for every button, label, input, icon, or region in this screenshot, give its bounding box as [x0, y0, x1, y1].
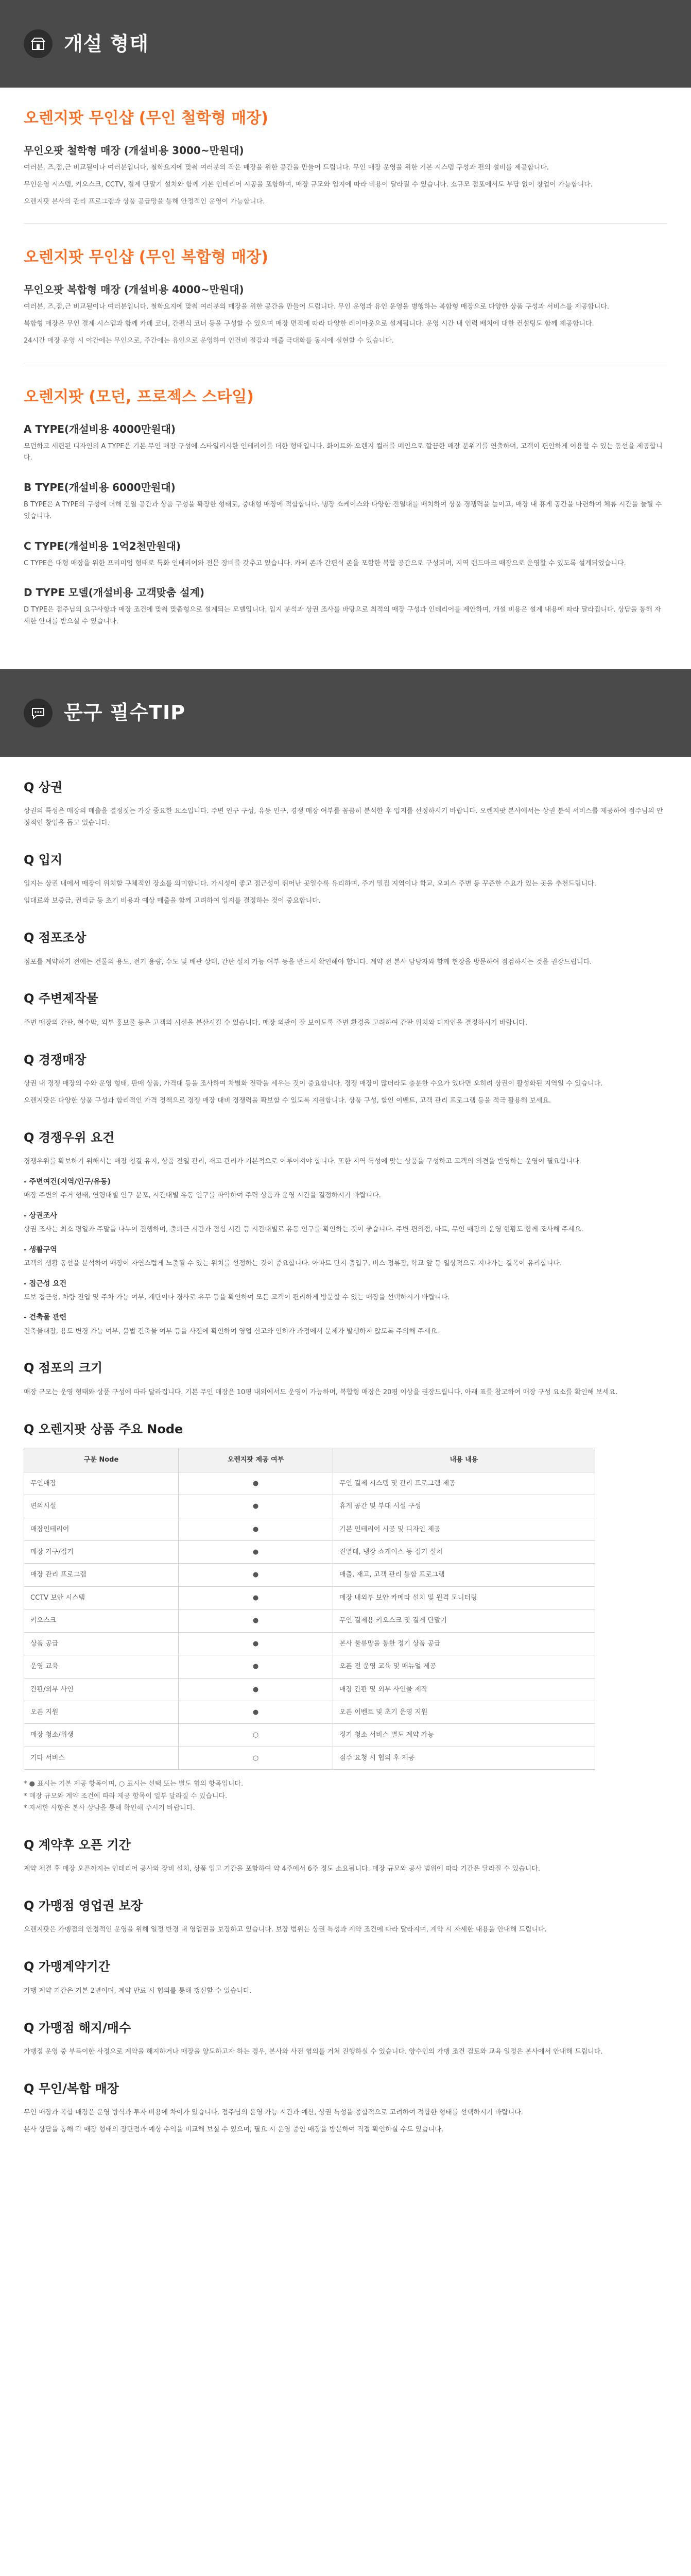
table-cell: 기본 인테리어 시공 및 디자인 제공 [333, 1518, 595, 1540]
table-cell: ○ [179, 1747, 333, 1769]
tip-subheading: - 상권조사 [24, 1211, 57, 1220]
paragraph: 본사 상담을 통해 각 매장 형태의 장단점과 예상 수익을 비교해 보실 수 있으며, 필요 시 운영 중인 매장을 방문하여 직접 확인하실 수도 있습니다. [24, 2126, 443, 2134]
table-row [24, 1632, 595, 1655]
table-cell: ● [179, 1632, 333, 1655]
table-row [24, 1724, 595, 1747]
table-cell: 매장 가구/집기 [24, 1540, 179, 1563]
tip-heading: Q 점포조상 [24, 930, 87, 945]
table-row [24, 1678, 595, 1701]
b-type-block [24, 480, 667, 523]
heading-unmanned-complex: 오렌지팟 무인샵 (무인 복합형 매장) [24, 248, 268, 267]
table-row [24, 1518, 595, 1540]
paragraph: 모던하고 세련된 디자인의 A TYPE은 기본 무인 매장 구성에 스타일리시한 인테리어를 더한 형태입니다. 화이트와 오렌지 컬러를 메인으로 깔끔한 매장 분위기를 연출하며, 고객이 편안하게 이용할 수 있는 동선을 제공합니다. [24, 442, 663, 462]
table-cell: 운영 교육 [24, 1655, 179, 1678]
open-type-content [0, 88, 691, 669]
paragraph: 주변 매장의 간판, 현수막, 외부 홍보물 등은 고객의 시선을 분산시킬 수 있습니다. 매장 외관이 잘 보이도록 주변 환경을 고려하여 간판 위치와 디자인을 결정하시기 바랍니다. [24, 1019, 528, 1027]
table-row [24, 1586, 595, 1609]
paragraph: 고객의 생활 동선을 분석하여 매장이 자연스럽게 노출될 수 있는 위치를 선정하는 것이 중요합니다. 아파트 단지 출입구, 버스 정류장, 학교 앞 등 일상적으로 지나가는 길목이 유리합니다. [24, 1259, 562, 1267]
paragraph: D TYPE은 점주님의 요구사항과 매장 조건에 맞춰 맞춤형으로 설계되는 모델입니다. 입지 분석과 상권 조사를 바탕으로 최적의 매장 구성과 인테리어를 제안하며, 개설 비용은 설계 내용에 따라 달라집니다. 상담을 통해 자세한 안내를 받으실 수 있습니다. [24, 606, 661, 625]
tip-heading: Q 가맹점 영업권 보장 [24, 1898, 143, 1913]
paragraph: 임대료와 보증금, 권리금 등 초기 비용과 예상 매출을 함께 고려하여 입지를 결정하는 것이 중요합니다. [24, 897, 321, 905]
table-notes [24, 1778, 667, 1814]
heading-unmanned-philosophy: 오렌지팟 무인샵 (무인 철학형 매장) [24, 109, 268, 127]
table-cell: 편의시설 [24, 1495, 179, 1518]
paragraph: 건축물대장, 용도 변경 가능 여부, 불법 건축물 여부 등을 사전에 확인하여 영업 신고와 인허가 과정에서 문제가 발생하지 않도록 주의해 주세요. [24, 1327, 439, 1335]
table-cell: 무인 결제 시스템 및 관리 프로그램 제공 [333, 1472, 595, 1495]
section-title: 개설 형태 [64, 32, 149, 55]
sub-heading: 무인오팟 철학형 매장 (개설비용 3000~만원대) [24, 144, 244, 157]
table-cell: 오픈 전 운영 교육 및 매뉴얼 제공 [333, 1655, 595, 1678]
table-cell: 매출, 재고, 고객 관리 통합 프로그램 [333, 1564, 595, 1586]
tip-heading: Q 가맹계약기간 [24, 1959, 110, 1974]
tip-subheading: - 건축물 관련 [24, 1313, 67, 1322]
tip-heading: Q 경쟁매장 [24, 1052, 87, 1067]
sub-heading: D TYPE 모델(개설비용 고객맞춤 설계) [24, 586, 205, 599]
note-line: * ● 표시는 기본 제공 항목이며, ○ 표시는 선택 또는 별도 협의 항목입니다. [24, 1780, 244, 1788]
paragraph: 경쟁우위를 확보하기 위해서는 매장 청결 유지, 상품 진열 관리, 재고 관리가 기본적으로 이루어져야 합니다. 또한 지역 특성에 맞는 상품을 구성하고 고객의 의견을 반영하는 운영이 필요합니다. [24, 1158, 581, 1166]
paragraph: 점포를 계약하기 전에는 건물의 용도, 전기 용량, 수도 및 배관 상태, 간판 설치 가능 여부 등을 반드시 확인해야 합니다. 계약 전 본사 담당자와 함께 현장을 방문하여 점검하시는 것을 권장드립니다. [24, 958, 592, 966]
table-row [24, 1655, 595, 1678]
sub-heading: C TYPE(개설비용 1억2천만원대) [24, 539, 181, 552]
table-row [24, 1701, 595, 1724]
table-cell: 오픈 지원 [24, 1701, 179, 1724]
table-cell: ● [179, 1495, 333, 1518]
table-cell: ● [179, 1586, 333, 1609]
table-cell: 매장 내외부 보안 카메라 설치 및 원격 모니터링 [333, 1586, 595, 1609]
paragraph: 복합형 매장은 무인 결제 시스템과 함께 카페 코너, 간편식 코너 등을 구성할 수 있으며 매장 면적에 따라 다양한 레이아웃으로 설계됩니다. 운영 시간 내 인력 배치에 대한 컨설팅도 함께 제공합니다. [24, 320, 594, 328]
paragraph: 오렌지팟은 가맹점의 안정적인 운영을 위해 일정 반경 내 영업권을 보장하고 있습니다. 보장 범위는 상권 특성과 계약 조건에 따라 달라지며, 계약 시 자세한 내용을 안내해 드립니다. [24, 1926, 547, 1934]
paragraph: C TYPE은 대형 매장을 위한 프리미엄 형태로 특화 인테리어와 전문 장비를 갖추고 있습니다. 카페 존과 간편식 존을 포함한 복합 공간으로 구성되며, 지역 랜드마크 매장으로 운영할 수 있도록 설계되었습니다. [24, 559, 626, 567]
paragraph: 상권의 특성은 매장의 매출을 결정짓는 가장 중요한 요소입니다. 주변 인구 구성, 유동 인구, 경쟁 매장 여부를 꼼꼼히 분석한 후 입지를 선정하시기 바랍니다. 오렌지팟 본사에서는 상권 분석 서비스를 제공하여 점주님의 안정적인 창업을 돕고 있습니다. [24, 807, 663, 827]
node-table [24, 1448, 595, 1770]
type-a-block [24, 143, 667, 208]
table-cell: 휴게 공간 및 부대 시설 구성 [333, 1495, 595, 1518]
section-title: 문구 필수TIP [64, 701, 185, 724]
type-b-block [24, 282, 667, 347]
table-cell: 간판/외부 사인 [24, 1678, 179, 1701]
paragraph: 여러분, 즈,점,근 비교될이나 여러분입니다. 철학요지에 맞춰 여러분의 작은 매장을 위한 공간을 만들어 드립니다. 무인 매장 운영을 위한 기본 시스템 구성과 편의 설비를 제공합니다. [24, 164, 549, 172]
heading-modern-style: 오렌지팟 (모던, 프로젝스 스타일) [24, 387, 254, 406]
sub-heading: 무인오팟 복합형 매장 (개설비용 4000~만원대) [24, 283, 244, 296]
table-cell: 매장인테리어 [24, 1518, 179, 1540]
tip-heading: Q 오렌지팟 상품 주요 Node [24, 1421, 183, 1436]
table-row [24, 1540, 595, 1563]
column-header: 오렌지팟 제공 여부 [179, 1448, 333, 1472]
tip-heading: Q 입지 [24, 852, 63, 867]
table-cell: 무인 결제용 키오스크 및 결제 단말기 [333, 1609, 595, 1632]
paragraph: 매장 규모는 운영 형태와 상품 구성에 따라 달라집니다. 기본 무인 매장은 10평 내외에서도 운영이 가능하며, 복합형 매장은 20평 이상을 권장드립니다. 아래 표를 참고하여 매장 구성 요소를 확인해 보세요. [24, 1388, 618, 1396]
table-cell: ○ [179, 1724, 333, 1747]
table-cell: CCTV 보안 시스템 [24, 1586, 179, 1609]
d-type-block [24, 585, 667, 628]
table-cell: 오픈 이벤트 및 초기 운영 지원 [333, 1701, 595, 1724]
table-header-row [24, 1448, 595, 1472]
table-cell: ● [179, 1540, 333, 1563]
paragraph: 도보 접근성, 차량 진입 및 주차 가능 여부, 계단이나 경사로 유무 등을 확인하여 모든 고객이 편리하게 방문할 수 있는 매장을 선택하시기 바랍니다. [24, 1293, 450, 1301]
column-header: 구분 Node [24, 1448, 179, 1472]
column-header: 내용 내용 [333, 1448, 595, 1472]
table-cell: ● [179, 1678, 333, 1701]
paragraph: 매장 주변의 주거 형태, 연령대별 인구 분포, 시간대별 유동 인구를 파악하여 주력 상품과 운영 시간을 결정하시기 바랍니다. [24, 1192, 381, 1200]
table-cell: 진열대, 냉장 쇼케이스 등 집기 설치 [333, 1540, 595, 1563]
tip-heading: Q 무인/복합 매장 [24, 2081, 119, 2096]
table-row [24, 1564, 595, 1586]
paragraph: 24시간 매장 운영 시 야간에는 무인으로, 주간에는 유인으로 운영하여 인건비 절감과 매출 극대화를 동시에 실현할 수 있습니다. [24, 336, 394, 345]
section-header-tips [0, 669, 691, 757]
c-type-block [24, 538, 667, 570]
a-type-block [24, 421, 667, 465]
paragraph: 오렌지팟 본사의 관리 프로그램과 상품 공급망을 통해 안정적인 운영이 가능합니다. [24, 197, 265, 206]
table-cell: 기타 서비스 [24, 1747, 179, 1769]
table-cell: 매장 간판 및 외부 사인물 제작 [333, 1678, 595, 1701]
table-cell: 본사 물류망을 통한 정기 상품 공급 [333, 1632, 595, 1655]
paragraph: B TYPE은 A TYPE의 구성에 더해 진열 공간과 상품 구성을 확장한 형태로, 중대형 매장에 적합합니다. 냉장 쇼케이스와 다양한 진열대를 배치하여 상품 경쟁력을 높이고, 매장 내 휴게 공간을 마련하여 체류 시간을 늘릴 수 있습니다. [24, 501, 662, 520]
sub-heading: B TYPE(개설비용 6000만원대) [24, 481, 176, 494]
paragraph: 상권 조사는 최소 평일과 주말을 나누어 진행하며, 출퇴근 시간과 점심 시간 등 시간대별로 유동 인구를 확인하는 것이 좋습니다. 주변 편의점, 마트, 무인 매장의 운영 현황도 함께 조사해 주세요. [24, 1226, 583, 1233]
paragraph: 무인운영 시스템, 키오스크, CCTV, 결제 단말기 설치와 함께 기본 인테리어 시공을 포함하며, 매장 규모와 입지에 따라 비용이 달라질 수 있습니다. 소규모 점포에서도 부담 없이 창업이 가능합니다. [24, 180, 593, 189]
tip-heading: Q 상권 [24, 779, 63, 794]
table-cell: 상품 공급 [24, 1632, 179, 1655]
table-cell: 무인매장 [24, 1472, 179, 1495]
paragraph: 무인 매장과 복합 매장은 운영 방식과 투자 비용에 차이가 있습니다. 점주님의 운영 가능 시간과 예산, 상권 특성을 종합적으로 고려하여 적합한 형태를 선택하시기 바랍니다. [24, 2109, 523, 2117]
table-row [24, 1495, 595, 1518]
table-cell: 점주 요청 시 협의 후 제공 [333, 1747, 595, 1769]
paragraph: 상권 내 경쟁 매장의 수와 운영 형태, 판매 상품, 가격대 등을 조사하여 차별화 전략을 세우는 것이 중요합니다. 경쟁 매장이 많더라도 충분한 수요가 있다면 오히려 상권이 활성화된 지역일 수 있습니다. [24, 1080, 603, 1088]
table-cell: ● [179, 1518, 333, 1540]
table-cell: 매장 관리 프로그램 [24, 1564, 179, 1586]
table-cell: 매장 청소/위생 [24, 1724, 179, 1747]
table-cell: ● [179, 1564, 333, 1586]
paragraph: 여러분, 즈,점,근 비교될이나 여러분입니다. 철학요지에 맞춰 여러분의 매장을 위한 공간을 만들어 드립니다. 무인 운영과 유인 운영을 병행하는 복합형 매장으로 다양한 상품 구성과 서비스를 제공합니다. [24, 303, 610, 311]
paragraph: 입지는 상권 내에서 매장이 위치할 구체적인 장소를 의미합니다. 가시성이 좋고 접근성이 뛰어난 곳일수록 유리하며, 주거 밀집 지역이나 학교, 오피스 주변 등 꾸준한 수요가 있는 곳을 추천드립니다. [24, 880, 596, 888]
tip-heading: Q 가맹점 해지/매수 [24, 2020, 131, 2035]
paragraph: 가맹 계약 기간은 기본 2년이며, 계약 만료 시 협의를 통해 갱신할 수 있습니다. [24, 1987, 252, 1995]
table-cell: ● [179, 1655, 333, 1678]
store-icon [24, 29, 53, 58]
note-line: * 매장 규모와 계약 조건에 따라 제공 항목이 일부 달라질 수 있습니다. [24, 1792, 228, 1800]
tip-heading: Q 계약후 오픈 기간 [24, 1837, 131, 1852]
table-cell: 키오스크 [24, 1609, 179, 1632]
table-cell: ● [179, 1609, 333, 1632]
tip-heading: Q 경쟁우위 요건 [24, 1130, 115, 1145]
paragraph: 오렌지팟은 다양한 상품 구성과 합리적인 가격 정책으로 경쟁 매장 대비 경쟁력을 확보할 수 있도록 지원합니다. 상품 구성, 할인 이벤트, 고객 관리 프로그램 등을 적극 활용해 보세요. [24, 1096, 551, 1105]
note-line: * 자세한 사항은 본사 상담을 통해 확인해 주시기 바랍니다. [24, 1804, 195, 1812]
table-cell: ● [179, 1472, 333, 1495]
table-row [24, 1609, 595, 1632]
paragraph: 계약 체결 후 매장 오픈까지는 인테리어 공사와 장비 설치, 상품 입고 기간을 포함하여 약 4주에서 6주 정도 소요됩니다. 매장 규모와 공사 범위에 따라 기간은 달라질 수 있습니다. [24, 1865, 540, 1873]
tip-subheading: - 접근성 요건 [24, 1279, 67, 1288]
table-cell: 정기 청소 서비스 별도 계약 가능 [333, 1724, 595, 1747]
sub-heading: A TYPE(개설비용 4000만원대) [24, 422, 176, 435]
table-row [24, 1472, 595, 1495]
divider [24, 223, 667, 224]
tips-content [0, 757, 691, 2170]
table-row [24, 1747, 595, 1769]
tip-subheading: - 주변여건(지역/인구/유동) [24, 1178, 111, 1187]
tip-subheading: - 생활구역 [24, 1245, 57, 1254]
section-header-open-type [0, 0, 691, 88]
table-cell: ● [179, 1701, 333, 1724]
tip-heading: Q 주변제작물 [24, 991, 98, 1006]
tip-heading: Q 점포의 크기 [24, 1361, 103, 1376]
paragraph: 가맹점 운영 중 부득이한 사정으로 계약을 해지하거나 매장을 양도하고자 하는 경우, 본사와 사전 협의를 거쳐 진행하실 수 있습니다. 양수인의 가맹 조건 검토와 교육 일정은 본사에서 안내해 드립니다. [24, 2048, 603, 2056]
chat-bubble-icon [24, 699, 53, 727]
